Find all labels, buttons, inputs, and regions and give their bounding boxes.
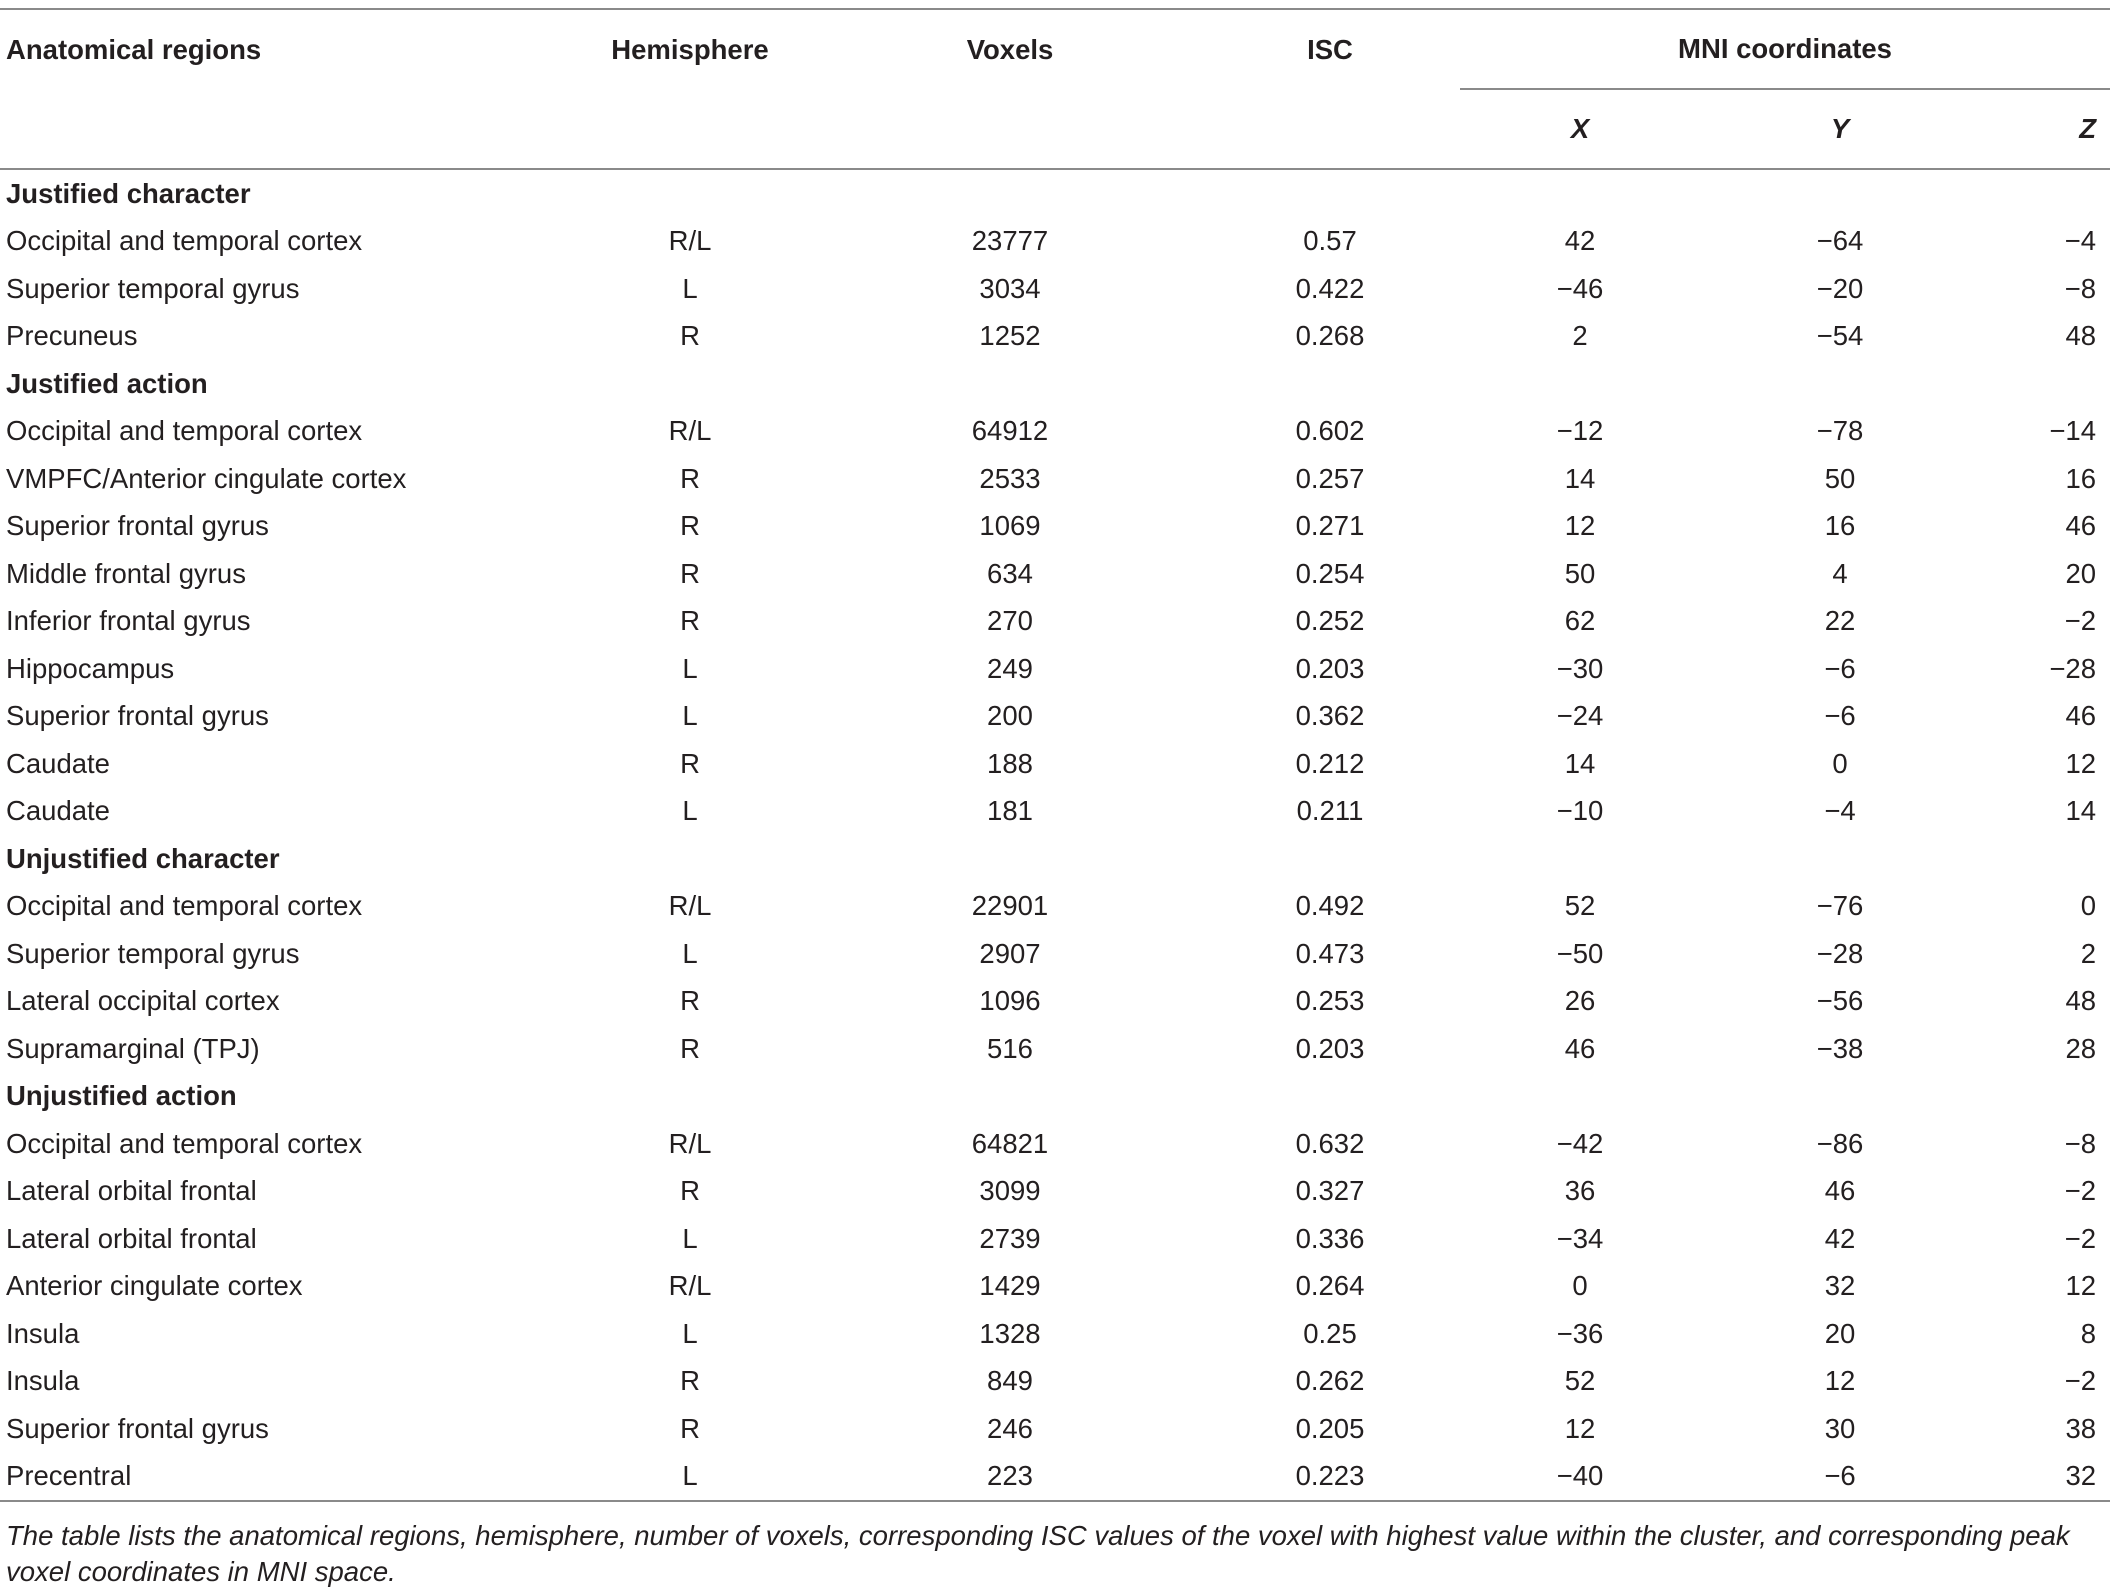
cell-region: Inferior frontal gyrus: [6, 605, 251, 637]
cell-voxels: 22901: [971, 890, 1049, 922]
cell-z: 16: [2065, 462, 2097, 494]
cell-voxels: 634: [987, 557, 1033, 589]
cell-voxels: 2907: [979, 937, 1041, 969]
table-row: [0, 693, 2110, 741]
cell-voxels: 3099: [979, 1175, 1041, 1207]
cell-region: Superior temporal gyrus: [6, 272, 300, 304]
cell-z: 8: [2080, 1317, 2097, 1349]
cell-z: −2: [2064, 1175, 2097, 1207]
cell-x: −12: [1556, 415, 1604, 447]
table-row: [0, 788, 2110, 836]
cell-isc: 0.203: [1295, 652, 1365, 684]
cell-hemisphere: R: [680, 1365, 700, 1397]
cell-voxels: 1328: [979, 1317, 1041, 1349]
cell-y: −56: [1816, 985, 1864, 1017]
table-row: [0, 550, 2110, 598]
cell-voxels: 64821: [971, 1127, 1049, 1159]
cell-z: 46: [2065, 700, 2097, 732]
cell-isc: 0.336: [1295, 1222, 1365, 1254]
header-voxels: Voxels: [820, 9, 1200, 89]
header-isc: ISC: [1200, 9, 1460, 89]
cell-y: 22: [1824, 605, 1856, 637]
cell-isc: 0.473: [1295, 937, 1365, 969]
cell-region: Superior temporal gyrus: [6, 937, 300, 969]
cell-hemisphere: L: [682, 272, 698, 304]
cell-y: −76: [1816, 890, 1864, 922]
cell-hemisphere: R: [680, 557, 700, 589]
cell-isc: 0.25: [1303, 1317, 1357, 1349]
cell-z: 38: [2065, 1412, 2097, 1444]
cell-y: −6: [1700, 1453, 1980, 1502]
cell-voxels: 188: [987, 747, 1033, 779]
table-row: [0, 408, 2110, 456]
cell-isc: 0.422: [1295, 272, 1365, 304]
isc-results-table: [0, 8, 2110, 1502]
cell-y: 20: [1824, 1317, 1856, 1349]
header-spacer: [820, 89, 1200, 169]
cell-x: 12: [1564, 510, 1596, 542]
cell-x: 2: [1572, 320, 1588, 352]
cell-hemisphere: L: [682, 652, 698, 684]
cell-y: 42: [1824, 1222, 1856, 1254]
section-header-row: [0, 1073, 2110, 1121]
cell-isc: 0.57: [1303, 225, 1357, 257]
cell-z: 28: [2065, 1032, 2097, 1064]
cell-hemisphere: R: [680, 605, 700, 637]
cell-z: 12: [2065, 747, 2097, 779]
cell-x: 12: [1564, 1412, 1596, 1444]
table-row: [0, 1168, 2110, 1216]
cell-y: −54: [1816, 320, 1864, 352]
cell-region: Caudate: [6, 795, 110, 827]
cell-voxels: 249: [987, 652, 1033, 684]
cell-z: −8: [2064, 1127, 2097, 1159]
cell-isc: 0.212: [1295, 747, 1365, 779]
cell-y: 50: [1824, 462, 1856, 494]
cell-x: 52: [1564, 1365, 1596, 1397]
cell-x: −24: [1556, 700, 1604, 732]
cell-x: −36: [1556, 1317, 1604, 1349]
table-row: [0, 1120, 2110, 1168]
cell-y: −6: [1824, 652, 1856, 684]
section-header-row: [0, 169, 2110, 218]
cell-x: −40: [1460, 1453, 1700, 1502]
table-row: [0, 1453, 2110, 1502]
cell-x: 46: [1564, 1032, 1596, 1064]
cell-hemisphere: R/L: [668, 415, 712, 447]
cell-voxels: 23777: [971, 225, 1049, 257]
header-x: X: [1460, 89, 1700, 169]
header-z: Z: [1980, 89, 2110, 169]
cell-region: Insula: [6, 1365, 80, 1397]
table-row: [0, 883, 2110, 931]
cell-z: 0: [2080, 890, 2097, 922]
cell-y: −64: [1816, 225, 1864, 257]
cell-region: Occipital and temporal cortex: [6, 225, 363, 257]
cell-x: 36: [1564, 1175, 1596, 1207]
cell-x: −50: [1556, 937, 1604, 969]
cell-z: 20: [2065, 557, 2097, 589]
cell-hemisphere: R/L: [668, 225, 712, 257]
cell-region: Supramarginal (TPJ): [6, 1032, 260, 1064]
cell-x: −10: [1556, 795, 1604, 827]
cell-y: −38: [1816, 1032, 1864, 1064]
cell-hemisphere: L: [682, 700, 698, 732]
cell-region: Precentral: [0, 1453, 560, 1502]
cell-region: Insula: [6, 1317, 80, 1349]
cell-isc: 0.203: [1295, 1032, 1365, 1064]
cell-isc: 0.205: [1295, 1412, 1365, 1444]
table-row: [0, 1215, 2110, 1263]
cell-isc: 0.362: [1295, 700, 1365, 732]
cell-region: Anterior cingulate cortex: [6, 1270, 303, 1302]
table-row: [0, 930, 2110, 978]
cell-voxels: 181: [987, 795, 1033, 827]
table-row: [0, 740, 2110, 788]
cell-voxels: 2739: [979, 1222, 1041, 1254]
table-body: [0, 169, 2110, 1501]
cell-voxels: 2533: [979, 462, 1041, 494]
cell-z: −28: [2049, 652, 2097, 684]
cell-hemisphere: L: [682, 795, 698, 827]
cell-voxels: 849: [987, 1365, 1033, 1397]
cell-y: −20: [1816, 272, 1864, 304]
cell-y: −86: [1816, 1127, 1864, 1159]
cell-region: Occipital and temporal cortex: [6, 415, 363, 447]
header-spacer: [1200, 89, 1460, 169]
cell-voxels: 516: [987, 1032, 1033, 1064]
cell-x: −34: [1556, 1222, 1604, 1254]
cell-isc: 0.252: [1295, 605, 1365, 637]
cell-isc: 0.492: [1295, 890, 1365, 922]
cell-isc: 0.268: [1295, 320, 1365, 352]
table-row: [0, 455, 2110, 503]
cell-x: −46: [1556, 272, 1604, 304]
cell-y: −78: [1816, 415, 1864, 447]
cell-region: Caudate: [6, 747, 110, 779]
cell-isc: 0.602: [1295, 415, 1365, 447]
cell-z: 12: [2065, 1270, 2097, 1302]
section-title: Justified action: [6, 367, 208, 399]
cell-region: Hippocampus: [6, 652, 175, 684]
cell-region: Superior frontal gyrus: [6, 510, 269, 542]
table-row: [0, 313, 2110, 361]
cell-voxels: 1069: [979, 510, 1041, 542]
cell-x: 50: [1564, 557, 1596, 589]
cell-y: −6: [1824, 700, 1856, 732]
cell-x: 0: [1572, 1270, 1588, 1302]
cell-y: −4: [1824, 795, 1856, 827]
cell-x: 52: [1564, 890, 1596, 922]
table-row: [0, 265, 2110, 313]
cell-voxels: 3034: [979, 272, 1041, 304]
cell-hemisphere: R/L: [668, 1270, 712, 1302]
header-anatomical-regions: Anatomical regions: [0, 9, 560, 89]
cell-z: −2: [2064, 605, 2097, 637]
cell-x: 42: [1564, 225, 1596, 257]
cell-isc: 0.254: [1295, 557, 1365, 589]
section-title: Unjustified character: [6, 842, 280, 874]
cell-z: 46: [2065, 510, 2097, 542]
cell-isc: 0.271: [1295, 510, 1365, 542]
header-y: Y: [1700, 89, 1980, 169]
cell-region: Lateral orbital frontal: [6, 1175, 257, 1207]
cell-isc: 0.223: [1200, 1453, 1460, 1502]
cell-z: −2: [2064, 1222, 2097, 1254]
cell-x: 62: [1564, 605, 1596, 637]
header-spacer: [0, 89, 560, 169]
cell-y: −28: [1816, 937, 1864, 969]
cell-isc: 0.632: [1295, 1127, 1365, 1159]
cell-y: 16: [1824, 510, 1856, 542]
section-header-row: [0, 835, 2110, 883]
cell-region: Lateral orbital frontal: [6, 1222, 257, 1254]
cell-voxels: 270: [987, 605, 1033, 637]
cell-z: 2: [2080, 937, 2097, 969]
cell-z: −2: [2064, 1365, 2097, 1397]
cell-z: −4: [2064, 225, 2097, 257]
cell-hemisphere: R: [680, 747, 700, 779]
cell-z: −8: [2064, 272, 2097, 304]
cell-hemisphere: R: [680, 1032, 700, 1064]
cell-hemisphere: R/L: [668, 890, 712, 922]
cell-x: 14: [1564, 747, 1596, 779]
cell-voxels: 64912: [971, 415, 1049, 447]
cell-hemisphere: R: [680, 510, 700, 542]
table-row: [0, 1405, 2110, 1453]
cell-x: 14: [1564, 462, 1596, 494]
table-row: [0, 1025, 2110, 1073]
table-row: [0, 978, 2110, 1026]
header-spacer: [560, 89, 820, 169]
cell-hemisphere: R: [680, 1175, 700, 1207]
section-title: Unjustified action: [6, 1080, 237, 1112]
cell-y: 32: [1824, 1270, 1856, 1302]
cell-isc: 0.253: [1295, 985, 1365, 1017]
table-footnote: The table lists the anatomical regions, hemisphere, number of voxels, corresponding ISC values of the voxel with highest value within the cluster, and corresponding peak voxel coordinates in MNI space.: [6, 1520, 2070, 1587]
table-row: [0, 1263, 2110, 1311]
cell-z: 14: [2065, 795, 2097, 827]
header-mni-coordinates: MNI coordinates: [1460, 9, 2110, 89]
cell-x: −30: [1556, 652, 1604, 684]
cell-y: 12: [1824, 1365, 1856, 1397]
cell-y: 30: [1824, 1412, 1856, 1444]
cell-z: 32: [1980, 1453, 2110, 1502]
cell-voxels: 1429: [979, 1270, 1041, 1302]
cell-region: Middle frontal gyrus: [6, 557, 246, 589]
table-row: [0, 218, 2110, 266]
cell-y: 46: [1824, 1175, 1856, 1207]
cell-region: Superior frontal gyrus: [6, 1412, 269, 1444]
cell-z: −14: [2049, 415, 2097, 447]
cell-z: 48: [2065, 985, 2097, 1017]
cell-voxels: 246: [987, 1412, 1033, 1444]
table-row: [0, 1310, 2110, 1358]
cell-x: −42: [1556, 1127, 1604, 1159]
cell-hemisphere: R: [680, 1412, 700, 1444]
cell-isc: 0.262: [1295, 1365, 1365, 1397]
cell-z: 48: [2065, 320, 2097, 352]
cell-hemisphere: L: [682, 1222, 698, 1254]
cell-voxels: 200: [987, 700, 1033, 732]
cell-isc: 0.327: [1295, 1175, 1365, 1207]
cell-hemisphere: R/L: [668, 1127, 712, 1159]
cell-voxels: 223: [820, 1453, 1200, 1502]
table-row: [0, 598, 2110, 646]
cell-hemisphere: L: [560, 1453, 820, 1502]
cell-region: Occipital and temporal cortex: [6, 1127, 363, 1159]
cell-isc: 0.264: [1295, 1270, 1365, 1302]
cell-region: Occipital and temporal cortex: [6, 890, 363, 922]
cell-y: 4: [1832, 557, 1848, 589]
table-row: [0, 1358, 2110, 1406]
cell-isc: 0.257: [1295, 462, 1365, 494]
cell-x: 26: [1564, 985, 1596, 1017]
table-row: [0, 645, 2110, 693]
cell-isc: 0.211: [1296, 795, 1364, 827]
cell-region: Precuneus: [6, 320, 138, 352]
cell-region: Lateral occipital cortex: [6, 985, 280, 1017]
cell-y: 0: [1832, 747, 1848, 779]
cell-region: VMPFC/Anterior cingulate cortex: [6, 462, 407, 494]
cell-voxels: 1096: [979, 985, 1041, 1017]
table-row: [0, 503, 2110, 551]
cell-hemisphere: R: [680, 462, 700, 494]
cell-hemisphere: R: [680, 320, 700, 352]
cell-hemisphere: L: [682, 1317, 698, 1349]
header-hemisphere: Hemisphere: [560, 9, 820, 89]
cell-hemisphere: R: [680, 985, 700, 1017]
cell-voxels: 1252: [979, 320, 1041, 352]
section-title: Justified character: [6, 177, 251, 209]
section-header-row: [0, 360, 2110, 408]
cell-hemisphere: L: [682, 937, 698, 969]
cell-region: Superior frontal gyrus: [6, 700, 269, 732]
